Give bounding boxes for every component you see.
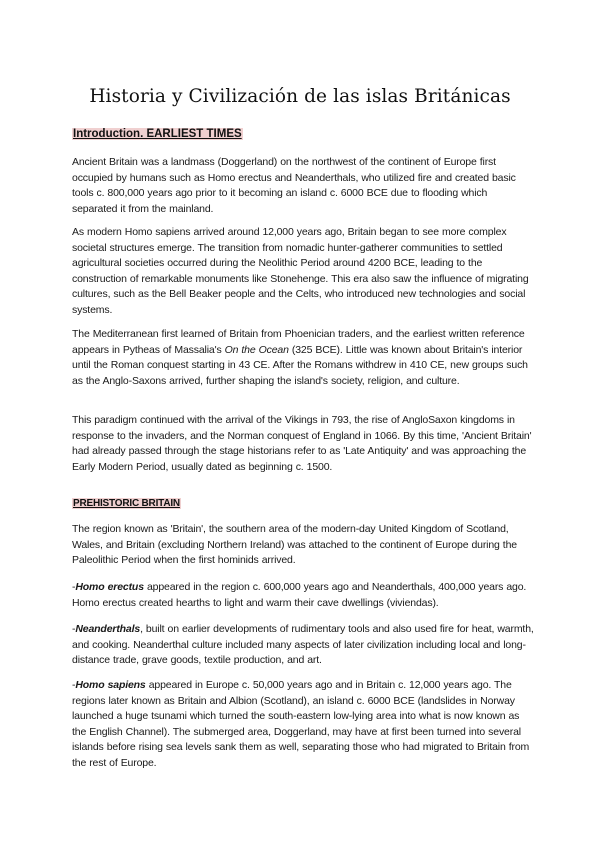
paragraph-text: , built on earlier developments of rudimentary tools and also used fire for heat, warmth, and cooking. Neanderthal culture included many aspects of later civilization including local and long-distance trade, grave goods, textile production, and art.: [72, 623, 534, 667]
document-title: Historia y Civilización de las islas Británicas: [89, 86, 511, 107]
paragraph-homo-erectus: [72, 580, 534, 611]
paragraph-homo-sapiens-arrival: As modern Homo sapiens arrived around 12,000 years ago, Britain began to see more complex societal structures emerge. The transition from nomadic hunter-gatherer communities to settled agricultural societies occurred during the Neolithic Period around 4200 BCE, leading to the construction of remarkable monuments like Stonehenge. This era also saw the influence of migrating cultures, such as the Bell Beaker people and the Celts, who introduced new technologies and social systems.: [72, 226, 529, 316]
section-heading-prehistoric-britain: PREHISTORIC BRITAIN: [73, 498, 180, 509]
paragraph-vikings: This paradigm continued with the arrival of the Vikings in 793, the rise of AngloSaxon kingdoms in response to the invaders, and the Norman conquest of England in 1066. By this time, 'Ancient Britain' had already passed through the stage historians refer to as 'Late Antiquity' and was approaching the Early Modern Period, usually dated as beginning c. 1500.: [72, 414, 532, 473]
paragraph-britain-region: The region known as 'Britain', the southern area of the modern-day United Kingdom of Scotland, Wales, and Britain (excluding Northern Ireland) was attached to the continent of Europe during the Paleolithic Period when the first hominids arrived.: [72, 523, 517, 567]
paragraph-text: appeared in Europe c. 50,000 years ago and in Britain c. 12,000 years ago. The regions later known as Britain and Albion (Scotland), an island c. 6000 BCE (landslides in Norway launched a huge tsunami which turned the south-eastern low-lying area into what is now known as the English Channel). The submerged area, Doggerland, may have at first been turned into several islands before rising sea levels sank them as well, separating those who had migrated to Britain from the rest of Europe.: [72, 679, 530, 769]
paragraph-text: The Mediterranean first learned of Britain from Phoenician traders, and the earliest written reference appears in Pytheas of Massalia's: [72, 328, 525, 356]
paragraph-mediterranean: [72, 327, 534, 389]
book-title: On the Ocean: [224, 343, 289, 356]
term-homo-sapiens: Homo sapiens: [75, 679, 146, 691]
paragraph-doggerland: Ancient Britain was a landmass (Doggerland) on the northwest of the continent of Europe first occupied by humans such as Homo erectus and Neanderthals, who utilized fire and created basic tools c. 800,000 years ago prior to it becoming an island c. 6000 BCE due to flooding which separated it from the mainland.: [72, 156, 516, 215]
list-dash: -: [72, 581, 76, 593]
paragraph-text: (325 BCE). Little was known about Britain's interior until the Roman conquest starting in 43 CE. After the Romans withdrew in 410 CE, new groups such as the Anglo-Saxons arrived, further shaping the island's society, religion, and culture.: [72, 343, 528, 387]
paragraph-homo-sapiens: [72, 678, 534, 772]
term-neanderthals: Neanderthals: [75, 623, 141, 635]
section-heading-earliest-times: Introduction. EARLIEST TIMES: [73, 128, 242, 140]
paragraph-neanderthals: [72, 622, 534, 669]
term-homo-erectus: Homo erectus: [75, 581, 144, 593]
paragraph-text: appeared in the region c. 600,000 years ago and Neanderthals, 400,000 years ago. Homo erectus created hearths to light and warm their cave dwellings (viviendas).: [72, 581, 527, 609]
list-dash: -: [72, 623, 76, 635]
list-dash: -: [72, 679, 76, 691]
